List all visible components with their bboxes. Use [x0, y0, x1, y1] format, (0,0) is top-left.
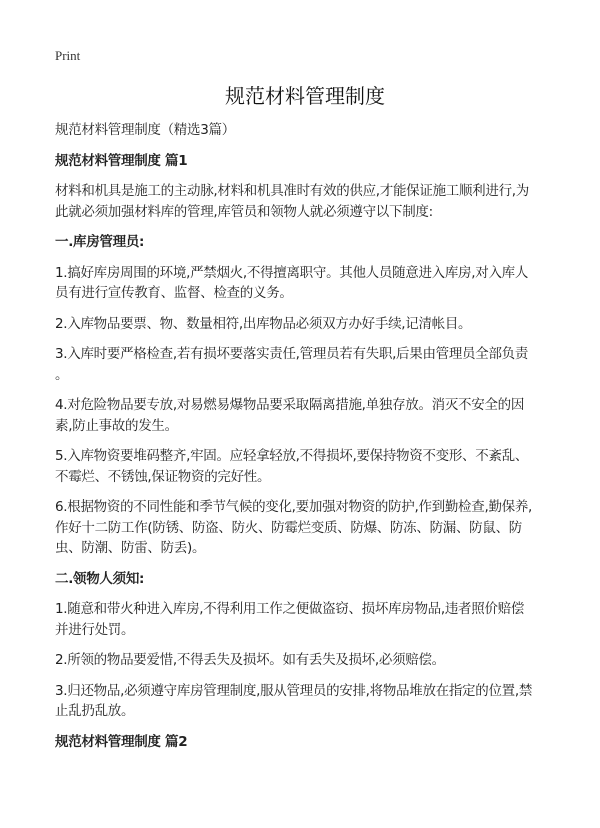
text-line: 虫、防潮、防雷、防丢)。 — [55, 540, 206, 556]
section-heading — [55, 569, 555, 590]
paragraph — [55, 599, 555, 640]
paragraph — [55, 314, 555, 335]
section-heading — [55, 732, 555, 753]
text-line: 2.所领的物品要爱惜,不得丢失及损坏。如有丢失及损坏,必须赔偿。 — [55, 652, 445, 668]
text-line: 4.对危险物品要专放,对易燃易爆物品要采取隔离措施,单独存放。消灭不安全的因 — [55, 397, 525, 413]
paragraph — [55, 446, 555, 487]
text-line: 员有进行宣传教育、监督、检查的义务。 — [55, 285, 293, 301]
document-title: 规范材料管理制度 — [225, 84, 385, 108]
text-line: 规范材料管理制度 篇1 — [55, 152, 188, 169]
text-line: 止乱扔乱放。 — [55, 703, 135, 719]
print-link[interactable]: Print — [55, 48, 81, 63]
text-line: 此就必须加强材料库的管理,库管员和领物人就必须遵守以下制度: — [55, 203, 433, 220]
paragraph — [55, 344, 555, 385]
paragraph — [55, 650, 555, 671]
text-line: 规范材料管理制度 篇2 — [55, 733, 188, 750]
text-line: 2.入库物品要票、物、数量相符,出库物品必须双方办好手续,记清帐目。 — [55, 315, 472, 332]
paragraph — [55, 181, 555, 222]
section-heading — [55, 151, 555, 172]
text-line: 材料和机具是施工的主动脉,材料和机具准时有效的供应,才能保证施工顺利进行,为 — [55, 183, 529, 199]
text-line: 二.领物人须知: — [55, 570, 145, 587]
paragraph — [55, 681, 555, 722]
text-line: 1.搞好库房周围的环境,严禁烟火,不得擅离职守。其他人员随意进入库房,对入库人 — [55, 264, 529, 281]
paragraph — [55, 497, 555, 559]
text-line: 不霉烂、不锈蚀,保证物资的完好性。 — [55, 468, 271, 485]
text-line: 作好十二防工作(防锈、防盗、防火、防霉烂变质、防爆、防冻、防漏、防鼠、防 — [55, 519, 522, 536]
section-heading — [55, 232, 555, 253]
document-body — [55, 151, 555, 753]
text-line: 并进行处罚。 — [55, 621, 135, 638]
text-line: 一.库房管理员: — [55, 234, 145, 250]
paragraph — [55, 395, 555, 436]
text-line: 3.入库时要严格检查,若有损坏要落实责任,管理员若有失职,后果由管理员全部负责 — [55, 346, 529, 362]
text-line: 3.归还物品,必须遵守库房管理制度,服从管理员的安排,将物品堆放在指定的位置,禁 — [55, 682, 533, 699]
text-line: 。 — [55, 366, 69, 383]
text-line: 6.根据物资的不同性能和季节气候的变化,要加强对物资的防护,作到勤检查,勤保养, — [55, 499, 533, 515]
text-line: 1.随意和带火种进入库房,不得利用工作之便做盗窃、损坏库房物品,违者照价赔偿 — [55, 601, 525, 617]
text-line: 素,防止事故的发生。 — [55, 417, 178, 434]
text-line: 5.入库物资要堆码整齐,牢固。应轻拿轻放,不得损坏,要保持物资不变形、不紊乱、 — [55, 448, 529, 464]
document-subtitle: 规范材料管理制度（精选3篇） — [55, 122, 235, 138]
document-page — [55, 46, 555, 752]
paragraph — [55, 263, 555, 304]
